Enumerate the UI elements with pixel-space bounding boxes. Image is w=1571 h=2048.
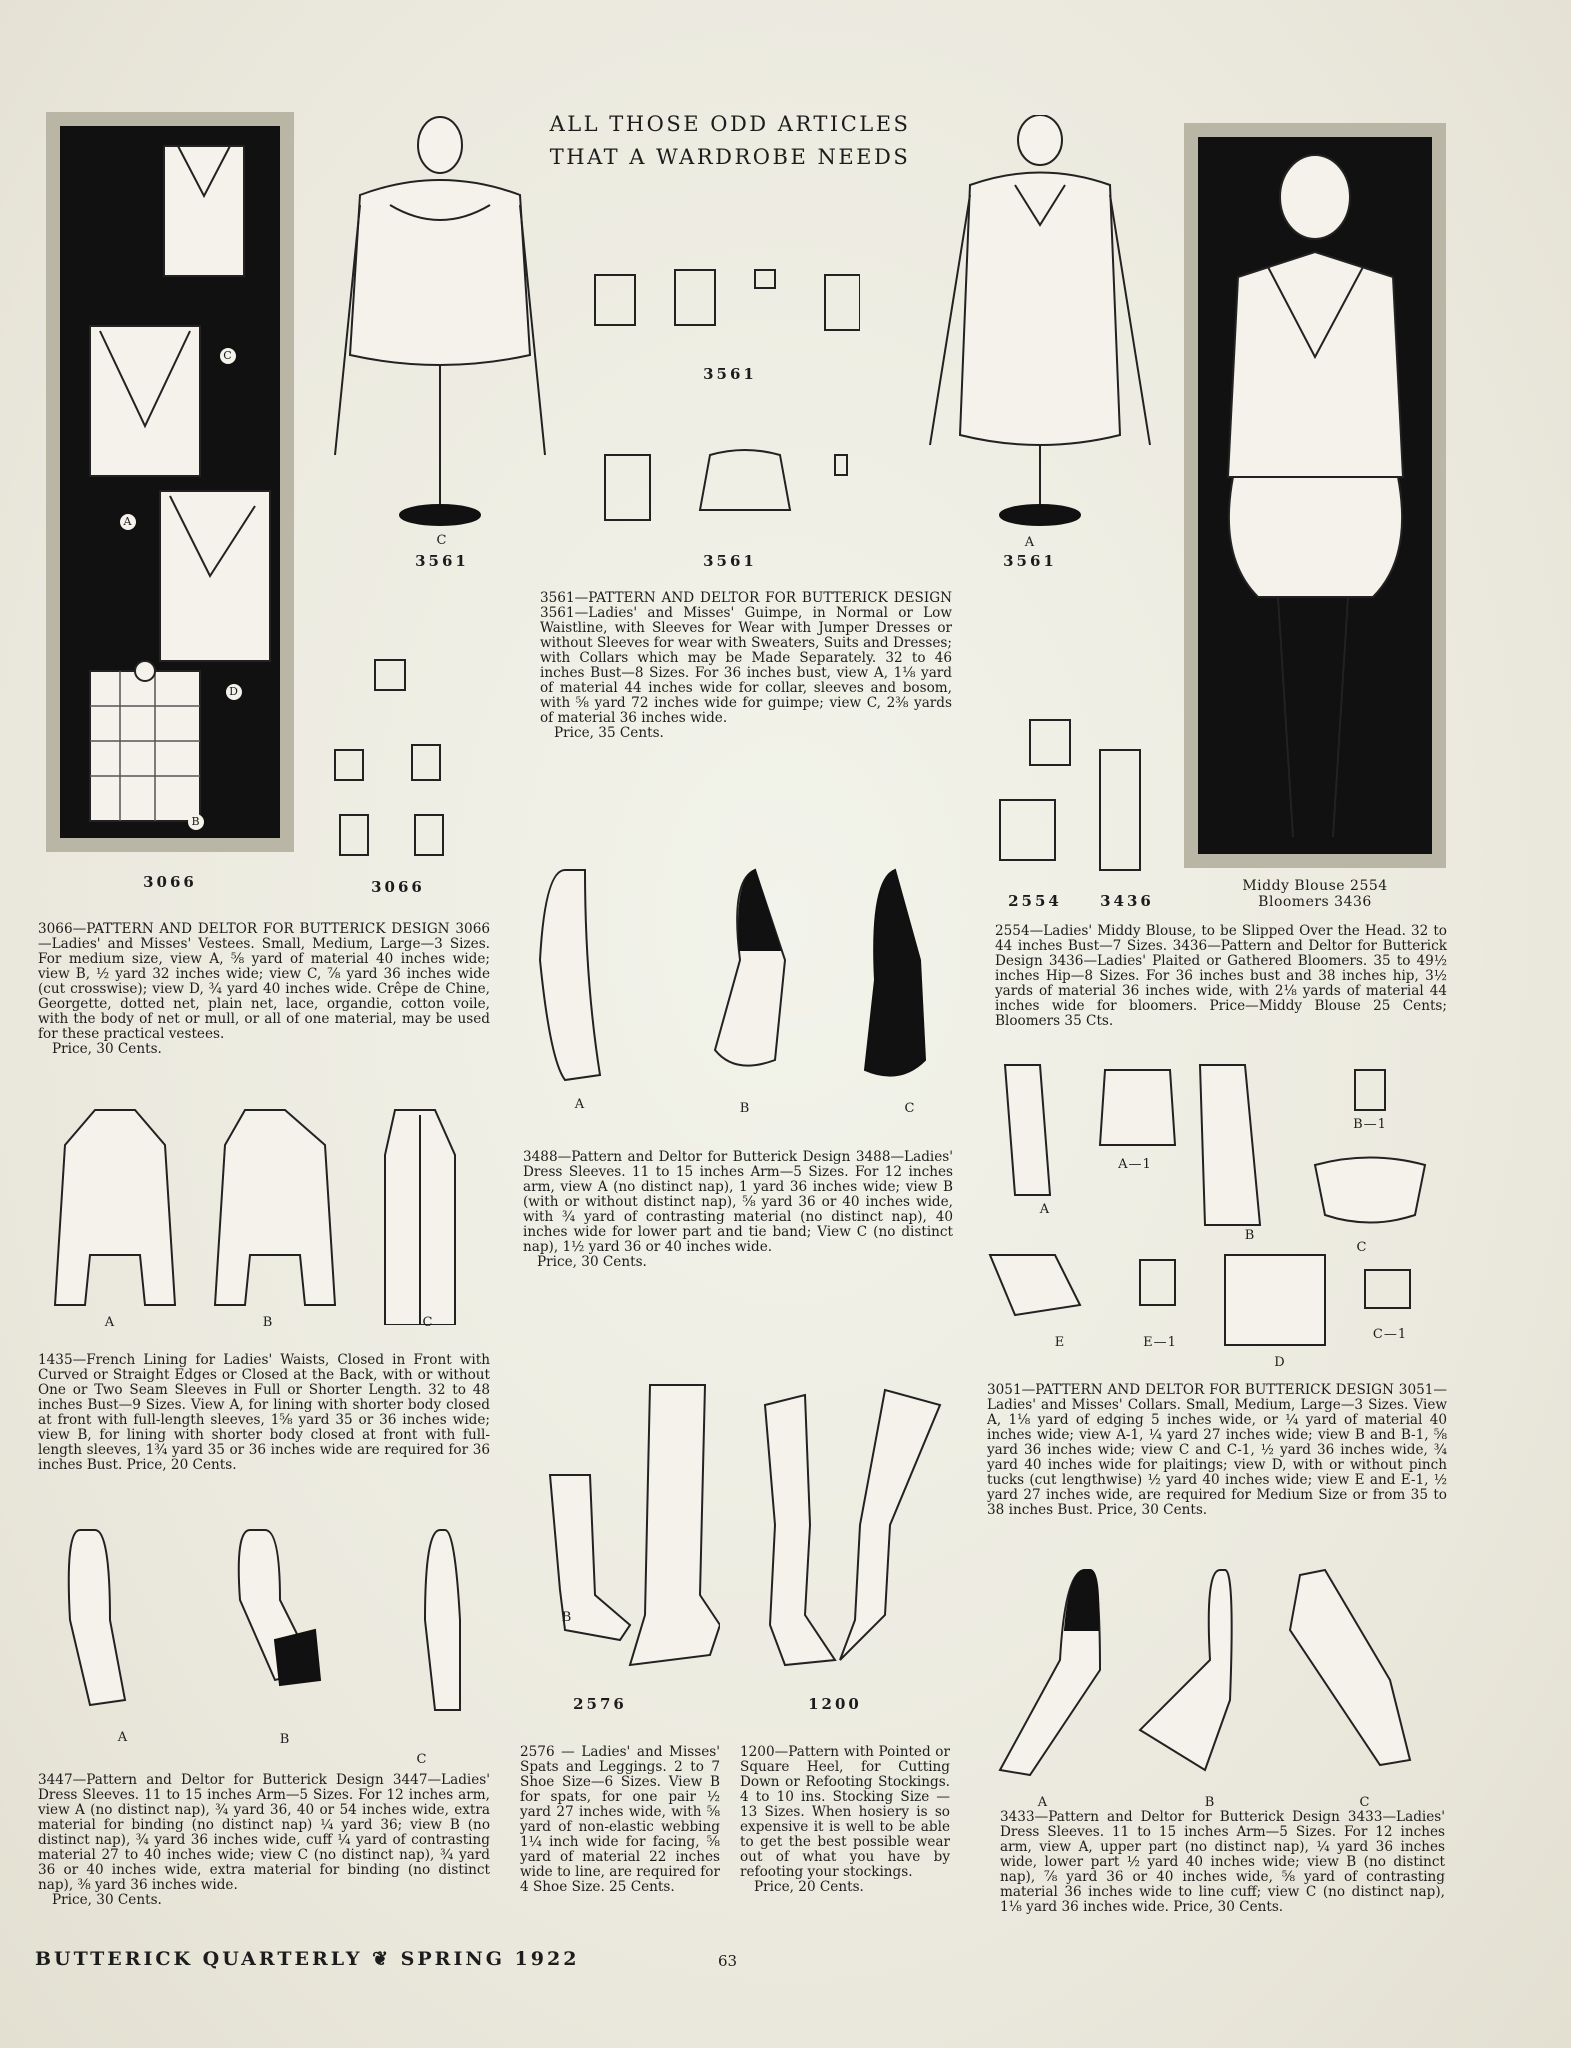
fig-3433-label-a: A bbox=[1037, 1795, 1049, 1810]
desc-3447-price: Price, 30 Cents. bbox=[52, 1892, 162, 1908]
fig-3561-mid-number: 3561 bbox=[703, 552, 757, 570]
page-heading bbox=[520, 108, 940, 174]
linings-1435-illustration bbox=[35, 1095, 475, 1325]
desc-3066-text: 3066—PATTERN AND DELTOR FOR BUTTERICK DESIGN 3066—Ladies' and Misses' Vestees. Small, Medium, Large—3 Sizes. For medium size, view A, ⅝ yard of material 40 inches wide; view B, ½ yard 32 inches wide; view C, ⅞ yard 36 inches wide (cut crosswise); view D, ¾ yard 40 inches wide. Crêpe de Chine, Georgette, dotted net, plain net, lace, organdie, cotton voile, with the body of net or mull, or all of one material, may be used for these practical vestees. bbox=[38, 921, 490, 1042]
leggings-2576-illustration bbox=[520, 1375, 720, 1675]
fig-3051-label-e1: E—1 bbox=[1143, 1335, 1177, 1350]
sleeves-3433-illustration bbox=[990, 1560, 1430, 1790]
fig-3051-label-e: E bbox=[1054, 1335, 1066, 1350]
fig-3488-label-a: A bbox=[574, 1097, 586, 1112]
desc-1435: 1435—French Lining for Ladies' Waists, Closed in Front with Curved or Straight Edges or Closed at the Back, with or without One or Two Seam Sleeves in Full or Shorter Length. 32 to 48 inches Bust—9 Sizes. View A, for lining with shorter body closed at front with full-length sleeves, 1⅝ yard 35 or 36 inches wide; view B, for lining with shorter body closed at front with full-length sleeves, 1¾ yard 35 or 36 inches wide are required for 36 inches Bust. Price, 20 Cents. bbox=[38, 1352, 490, 1473]
fig-3066-number-left: 3066 bbox=[143, 873, 197, 891]
fig-3447-label-b: B bbox=[279, 1732, 291, 1747]
vestee-label-c: C bbox=[220, 348, 236, 364]
fig-2576-letter: B bbox=[561, 1610, 573, 1625]
fig-3433-label-b: B bbox=[1204, 1795, 1216, 1810]
desc-3488 bbox=[523, 1150, 953, 1270]
fig-3447-label-c: C bbox=[416, 1752, 428, 1767]
vestees-panel bbox=[46, 112, 294, 852]
fig-3051-label-b: B bbox=[1244, 1228, 1256, 1243]
fig-3051-label-c1: C—1 bbox=[1372, 1327, 1408, 1342]
guimpe-c-letter: C bbox=[436, 533, 448, 548]
fig-3051-label-a: A bbox=[1039, 1202, 1051, 1217]
middy-flat-sketches bbox=[990, 710, 1150, 880]
desc-3488-text: 3488—Pattern and Deltor for Butterick Design 3488—Ladies' Dress Sleeves. 11 to 15 inches Arm—5 Sizes. For 12 inches arm, view A (no distinct nap), 1 yard 36 inches wide; view B (with or without distinct nap), ⅝ yard 36 or 40 inches wide, with ¾ yard of contrasting material (no distinct nap), 40 inches wide for lower part and tie band; View C (no distinct nap), 1½ yard 36 or 40 inches wide. bbox=[523, 1149, 953, 1255]
fig-2576-number: 2576 bbox=[573, 1695, 627, 1713]
guimpe-a-letter: A bbox=[1024, 535, 1036, 550]
fig-3488-label-b: B bbox=[739, 1101, 751, 1116]
desc-1200-price: Price, 20 Cents. bbox=[754, 1879, 864, 1895]
guimpe-small-views-bottom bbox=[590, 440, 850, 540]
vestee-label-d: D bbox=[226, 684, 242, 700]
stockings-1200-illustration bbox=[745, 1375, 945, 1675]
fig-3561-c-number: 3561 bbox=[415, 552, 469, 570]
middy-caption bbox=[1210, 878, 1420, 910]
desc-3051: 3051—PATTERN AND DELTOR FOR BUTTERICK DESIGN 3051—Ladies' and Misses' Collars. Small, Medium, Large—3 Sizes. View A, 1⅛ yard of edging 5 inches wide, or ¼ yard of material 40 inches wide; view A-1, ¼ yard 27 inches wide; view B and B-1, ⅝ yard 36 inches wide; view C and C-1, ½ yard 36 inches wide, ¾ yard 40 inches wide for plaitings; view D, with or without pinch tucks (cut lengthwise) ½ yard 40 inches wide; view E and E-1, ½ yard 27 inches wide, are required for Medium Size or from 35 to 38 inches Bust. Price, 30 Cents. bbox=[987, 1382, 1447, 1518]
guimpe-view-a-illustration bbox=[925, 115, 1155, 535]
desc-2576: 2576 — Ladies' and Misses' Spats and Leggings. 2 to 7 Shoe Size—6 Sizes. View B for spats, for one pair ½ yard 27 inches wide, with ⅝ yard of non-elastic webbing 1¼ inch wide for facing, ⅝ yard of material 22 inches wide to line, are required for 4 Shoe Size. 25 Cents. bbox=[520, 1744, 720, 1895]
footer-page-number: 63 bbox=[718, 1952, 738, 1970]
vestees-illustration bbox=[60, 126, 280, 838]
vestee-label-b: B bbox=[188, 814, 204, 830]
fig-3447-label-a: A bbox=[117, 1730, 129, 1745]
sleeves-3488-illustration bbox=[525, 860, 955, 1110]
heading-line-1: ALL THOSE ODD ARTICLES bbox=[549, 112, 911, 136]
fig-3436-number: 3436 bbox=[1100, 892, 1154, 910]
desc-3066-price: Price, 30 Cents. bbox=[52, 1041, 162, 1057]
fig-3051-label-b1: B—1 bbox=[1353, 1117, 1387, 1132]
desc-2554: 2554—Ladies' Middy Blouse, to be Slipped Over the Head. 32 to 44 inches Bust—7 Sizes. 3436—Pattern and Deltor for Butterick Design 3436—Ladies' Plaited or Gathered Bloomers. 35 to 49½ inches Hip—8 Sizes. For 36 inches bust and 38 inches hip, 3½ yards of material 36 inches wide, with 2⅛ yards of material 44 inches wide for bloomers. Price—Middy Blouse 25 Cents; Bloomers 35 Cts. bbox=[995, 923, 1447, 1029]
desc-1200 bbox=[740, 1745, 950, 1895]
fig-3051-label-a1: A—1 bbox=[1118, 1157, 1152, 1172]
middy-illustration bbox=[1198, 137, 1432, 854]
desc-3561 bbox=[540, 591, 952, 741]
desc-3561-price: Price, 35 Cents. bbox=[554, 725, 664, 741]
fig-2554-number: 2554 bbox=[1008, 892, 1062, 910]
collars-3051-illustration bbox=[985, 1055, 1455, 1355]
desc-3066 bbox=[38, 922, 490, 1057]
fig-3561-a-number: 3561 bbox=[1003, 552, 1057, 570]
desc-3488-price: Price, 30 Cents. bbox=[537, 1254, 647, 1270]
vestee-label-a: A bbox=[120, 514, 136, 530]
desc-1200-text: 1200—Pattern with Pointed or Square Heel, for Cutting Down or Refooting Stockings. 4 to 10 ins. Stocking Size — 13 Sizes. When hosiery is so expensive it is well to be able to get the best possible wear out of what you have by refooting your stockings. bbox=[740, 1744, 950, 1880]
middy-caption-line1: Middy Blouse 2554 bbox=[1242, 878, 1388, 894]
fig-3561-top-number: 3561 bbox=[703, 365, 757, 383]
fig-3488-label-c: C bbox=[904, 1101, 916, 1116]
middy-caption-line2: Bloomers 3436 bbox=[1258, 894, 1372, 910]
fig-1435-label-c: C bbox=[422, 1315, 434, 1330]
desc-3561-text: 3561—PATTERN AND DELTOR FOR BUTTERICK DESIGN 3561—Ladies' and Misses' Guimpe, in Normal or Low Waistline, with Sleeves for Wear with Jumper Dresses or without Sleeves for wear with Sweaters, Suits and Dresses; with Collars which may be Made Separately. 32 to 46 inches Bust—8 Sizes. For 36 inches bust, view A, 1⅛ yard of material 44 inches wide for collar, sleeves and bosom, with ⅝ yard 72 inches wide for guimpe; view C, 2⅜ yards of material 36 inches wide. bbox=[540, 590, 952, 726]
footer-publication: BUTTERICK QUARTERLY ❦ SPRING 1922 bbox=[35, 1948, 580, 1970]
fig-3066-number-right: 3066 bbox=[371, 878, 425, 896]
fig-1435-label-b: B bbox=[262, 1315, 274, 1330]
fig-1200-number: 1200 bbox=[808, 1695, 862, 1713]
fig-3051-label-c: C bbox=[1356, 1240, 1368, 1255]
desc-3447-text: 3447—Pattern and Deltor for Butterick Design 3447—Ladies' Dress Sleeves. 11 to 15 inches Arm—5 Sizes. For 12 inches arm, view A (no distinct nap), ¾ yard 36, 40 or 54 inches wide, extra material for binding (no distinct nap) ¼ yard 36; view B (no distinct nap), ¾ yard 36 inches wide, cuff ¼ yard of contrasting material 27 to 40 inches wide; view C (no distinct nap), ¾ yard 36 or 40 inches wide, extra material for binding (no distinct nap), ⅜ yard 36 inches wide. bbox=[38, 1772, 490, 1893]
sleeves-3447-illustration bbox=[50, 1520, 490, 1720]
fig-3051-label-d: D bbox=[1274, 1355, 1286, 1370]
desc-3447 bbox=[38, 1773, 490, 1908]
fig-1435-label-a: A bbox=[104, 1315, 116, 1330]
desc-3433: 3433—Pattern and Deltor for Butterick Design 3433—Ladies' Dress Sleeves. 11 to 15 inches Arm—5 Sizes. For 12 inches arm, view A, upper part (no distinct nap), ¼ yard 36 inches wide, lower part ½ yard 40 inches wide; view B (no distinct nap), ⅞ yard 36 or 40 inches wide, ⅝ yard of contrasting material 36 inches wide to line cuff; view C (no distinct nap), 1⅛ yard 36 inches wide. Price, 30 Cents. bbox=[1000, 1809, 1445, 1915]
guimpe-view-c-illustration bbox=[330, 115, 550, 535]
vestee-flat-sketches bbox=[330, 655, 450, 875]
heading-line-2: THAT A WARDROBE NEEDS bbox=[549, 145, 911, 169]
middy-panel bbox=[1184, 123, 1446, 868]
fig-3433-label-c: C bbox=[1359, 1795, 1371, 1810]
